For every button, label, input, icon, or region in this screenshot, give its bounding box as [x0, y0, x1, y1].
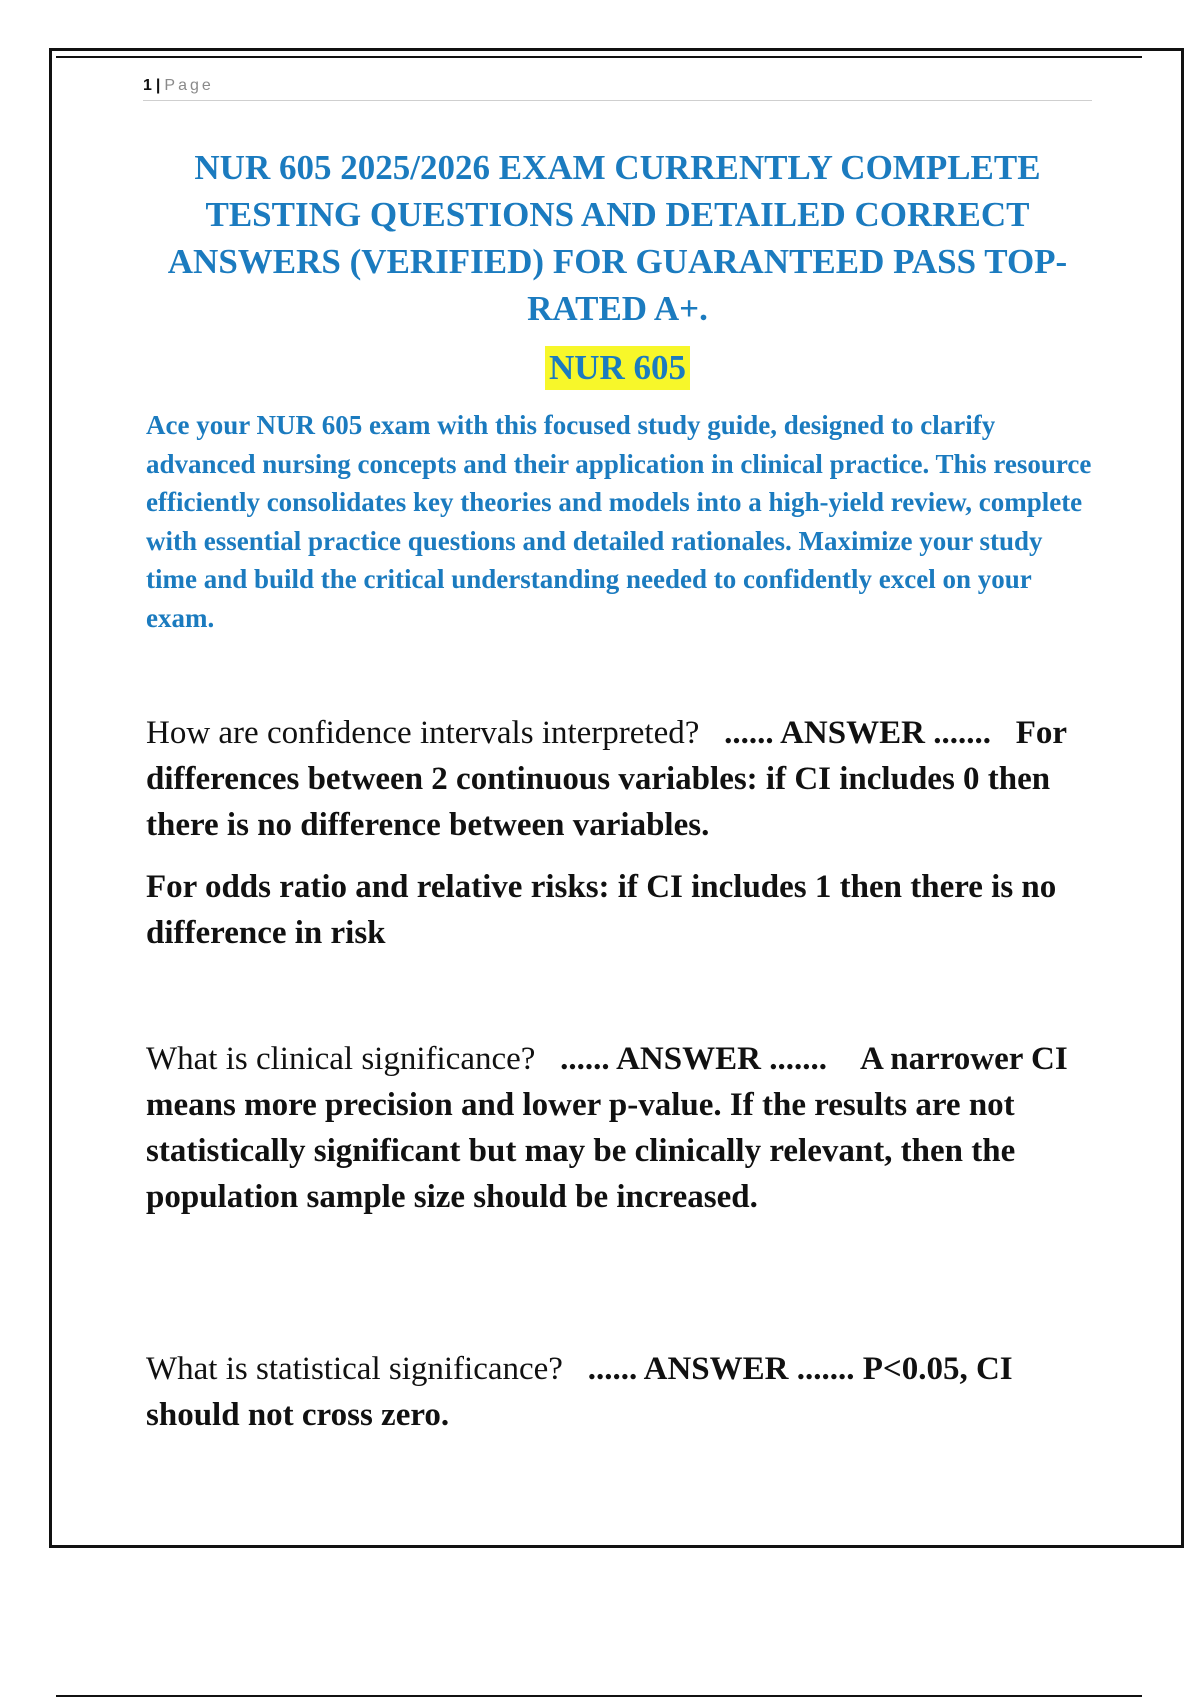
qa-item	[146, 710, 1096, 956]
answer-text: For differences between 2 continuous variables: if CI includes 0 then there is no difference between variables.	[146, 715, 1067, 843]
answer-marker: ...... ANSWER .......	[560, 1041, 827, 1077]
document-title: NUR 605 2025/2026 EXAM CURRENTLY COMPLETE TESTING QUESTIONS AND DETAILED CORRECT ANSWERS (VERIFIED) FOR GUARANTEED PASS TOP-RATED A+.	[167, 148, 1068, 328]
page-separator: |	[155, 77, 161, 94]
question-text: What is statistical significance?	[146, 1351, 563, 1387]
qa-item	[146, 1036, 1096, 1220]
page-header	[143, 72, 1092, 101]
answer-marker: ...... ANSWER .......	[724, 715, 991, 751]
page-number: 1	[143, 77, 152, 94]
bottom-rule	[56, 1695, 1142, 1697]
question-text: How are confidence intervals interpreted?	[146, 715, 700, 751]
question-text: What is clinical significance?	[146, 1041, 536, 1077]
page-label: Page	[164, 77, 214, 94]
answer-text: A narrower CI means more precision and lower p-value. If the results are not statistically significant but may be clinically relevant, then the population sample size should be increased.	[146, 1041, 1068, 1215]
course-code-wrap	[140, 346, 1095, 390]
answer-extra-text: For odds ratio and relative risks: if CI includes 1 then there is no difference in risk	[146, 869, 1057, 951]
intro-paragraph: Ace your NUR 605 exam with this focused study guide, designed to clarify advanced nursing concepts and their application in clinical practice. This resource efficiently consolidates key theories and models into a high-yield review, complete with essential practice questions and detailed rationales. Maximize your study time and build the critical understanding needed to confidently excel on your exam.	[146, 410, 1092, 633]
qa-block	[146, 1036, 1096, 1220]
qa-block	[146, 710, 1096, 848]
course-code-highlight: NUR 605	[545, 346, 690, 390]
answer-marker: ...... ANSWER .......	[587, 1351, 855, 1387]
answer-text: P<0.05, CI should not cross zero.	[146, 1351, 1013, 1433]
qa-block	[146, 1346, 1096, 1438]
qa-item	[146, 1346, 1096, 1438]
top-rule	[56, 56, 1142, 58]
